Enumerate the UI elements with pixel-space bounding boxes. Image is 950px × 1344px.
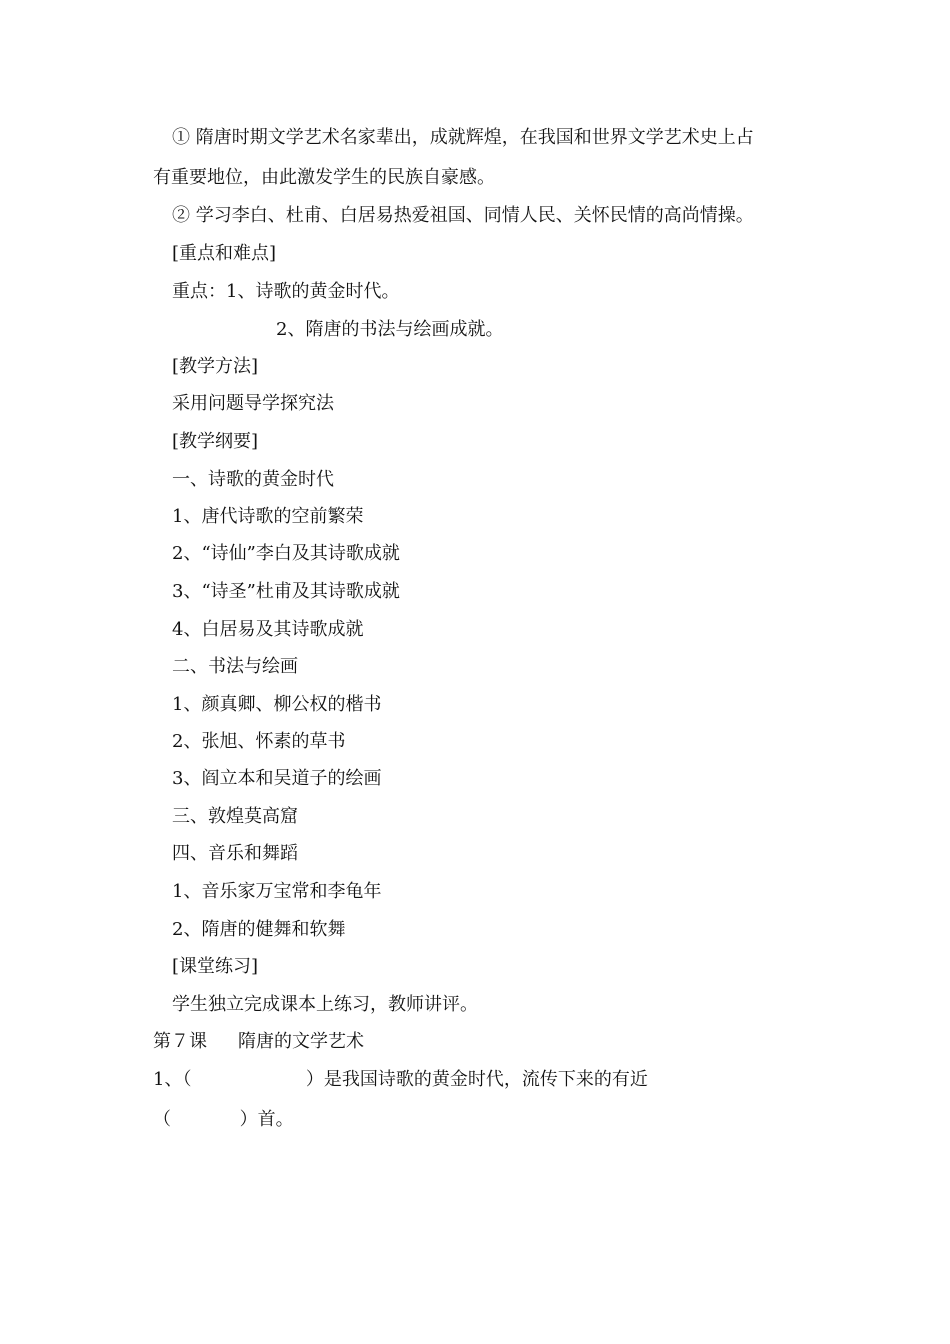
exercise-question-1-line-1: 1、（ ）是我国诗歌的黄金时代，流传下来的有近 bbox=[153, 1069, 648, 1090]
outline-item: 1、颜真卿、柳公权的楷书 bbox=[172, 694, 382, 715]
method-text: 采用问题导学探究法 bbox=[172, 393, 334, 414]
practice-text: 学生独立完成课本上练习，教师讲评。 bbox=[172, 994, 478, 1015]
outline-item: 3、阎立本和吴道子的绘画 bbox=[172, 768, 382, 789]
outline-item: 三、敦煌莫高窟 bbox=[172, 806, 298, 827]
outline-item: 四、音乐和舞蹈 bbox=[172, 843, 298, 864]
key-point-2: 2、隋唐的书法与绘画成就。 bbox=[276, 319, 504, 340]
outline-heading: [教学纲要] bbox=[172, 431, 259, 452]
practice-heading: [课堂练习] bbox=[172, 956, 259, 977]
objective-2: ② 学习李白、杜甫、白居易热爱祖国、同情人民、关怀民情的高尚情操。 bbox=[172, 205, 754, 226]
outline-item: 2、张旭、怀素的草书 bbox=[172, 731, 346, 752]
objective-1-line-1: ① 隋唐时期文学艺术名家辈出，成就辉煌，在我国和世界文学艺术史上占 bbox=[172, 127, 754, 148]
lesson-number: 第７课 bbox=[153, 1031, 207, 1052]
outline-item: 二、书法与绘画 bbox=[172, 656, 298, 677]
outline-item: 4、白居易及其诗歌成就 bbox=[172, 619, 364, 640]
outline-item: 1、唐代诗歌的空前繁荣 bbox=[172, 506, 364, 527]
outline-item: 2、隋唐的健舞和软舞 bbox=[172, 919, 346, 940]
outline-item: 一、诗歌的黄金时代 bbox=[172, 469, 334, 490]
outline-item: 2、“诗仙”李白及其诗歌成就 bbox=[172, 543, 400, 564]
method-heading: [教学方法] bbox=[172, 356, 259, 377]
objective-1-line-2: 有重要地位，由此激发学生的民族自豪感。 bbox=[153, 167, 495, 188]
key-points-heading: [重点和难点] bbox=[172, 243, 277, 264]
key-point-1: 重点：1、诗歌的黄金时代。 bbox=[172, 281, 400, 302]
outline-item: 1、音乐家万宝常和李龟年 bbox=[172, 881, 382, 902]
exercise-question-1-line-2: （ ）首。 bbox=[153, 1109, 294, 1130]
lesson-title: 隋唐的文学艺术 bbox=[238, 1031, 364, 1052]
outline-item: 3、“诗圣”杜甫及其诗歌成就 bbox=[172, 581, 400, 602]
